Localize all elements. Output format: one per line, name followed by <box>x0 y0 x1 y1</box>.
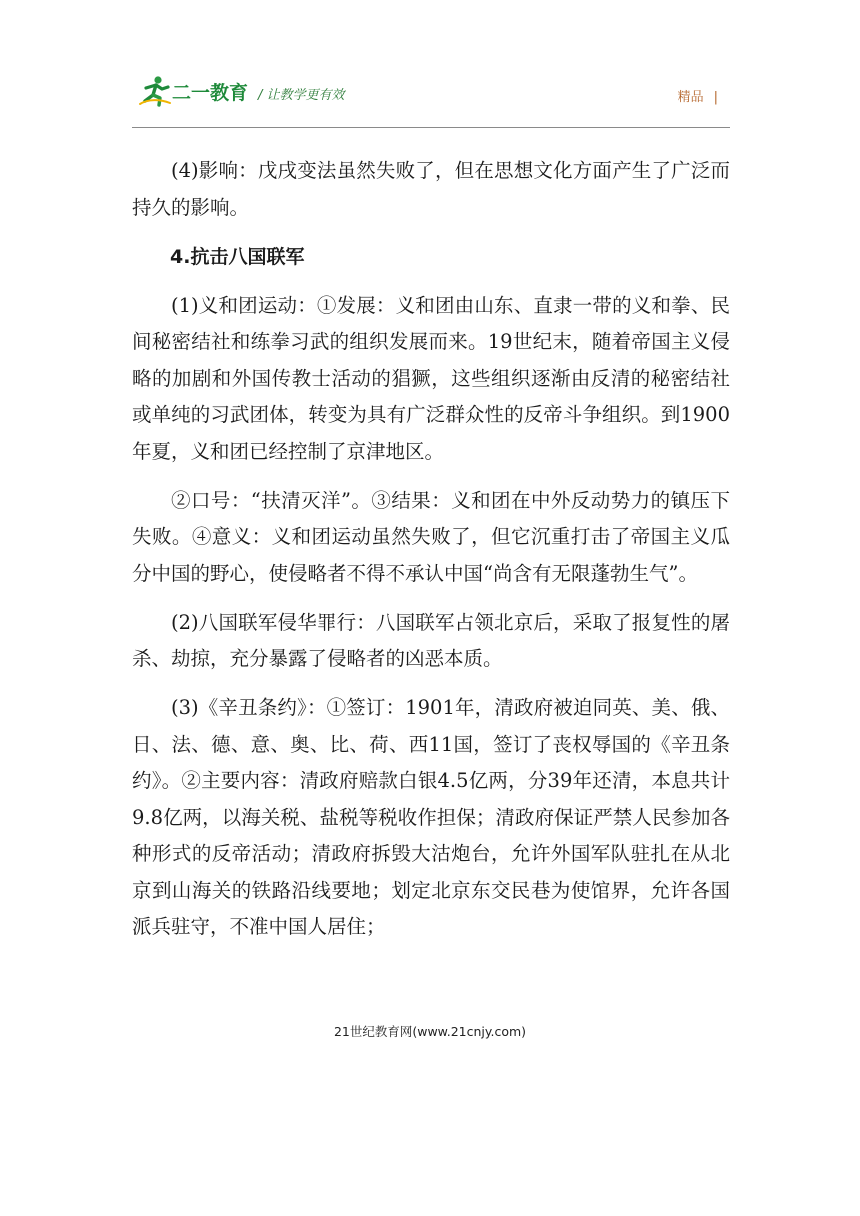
paragraph-boxer-protocol: (3)《辛丑条约》：①签订：1901年，清政府被迫同英、美、俄、日、法、德、意、奥、比、荷、西11国，签订了丧权辱国的《辛丑条约》。②主要内容：清政府赔款白银4.5亿两，分39年还清，本息共计9.8亿两，以海关税、盐税等税收作担保；清政府保证严禁人民参加各种形式的反帝活动；清政府拆毁大沽炮台，允许外国军队驻扎在从北京到山海关的铁路沿线要地；划定北京东交民巷为使馆界，允许各国派兵驻守，不准中国人居住； <box>132 696 730 938</box>
paragraph-boxer-movement: (1)义和团运动：①发展：义和团由山东、直隶一带的义和拳、民间秘密结社和练拳习武的组织发展而来。19世纪末，随着帝国主义侵略的加剧和外国传教士活动的猖獗，这些组织逐渐由反清的秘密结社或单纯的习武团体，转变为具有广泛群众性的反帝斗争组织。到1900年夏，义和团已经控制了京津地区。 <box>132 293 730 463</box>
page-footer: 21世纪教育网(www.21cnjy.com) <box>333 1024 527 1039</box>
logo-wordmark: 二一教育 <box>172 82 249 104</box>
header-slogan: / 让教学更有效 <box>258 88 345 103</box>
brand-logo <box>138 74 258 108</box>
badge-label: 精品 <box>677 90 704 105</box>
paragraph-eight-nation-crimes: (2)八国联军侵华罪行：八国联军占领北京后，采取了报复性的屠杀、劫掠，充分暴露了侵略者的凶恶本质。 <box>132 610 730 670</box>
header-divider <box>132 127 730 128</box>
paragraph-slogan-result: ②口号：“扶清灭洋”。③结果：义和团在中外反动势力的镇压下失败。④意义：义和团运动虽然失败了，但它沉重打击了帝国主义瓜分中国的野心，使侵略者不得不承认中国“尚含有无限蓬勃生气”。 <box>132 488 730 585</box>
quality-badge <box>678 86 718 105</box>
running-figure-icon <box>138 74 172 108</box>
badge-separator: | <box>713 90 718 105</box>
page-header <box>132 70 730 120</box>
document-body <box>132 153 730 958</box>
paragraph-influence: (4)影响：戊戌变法虽然失败了，但在思想文化方面产生了广泛而持久的影响。 <box>132 159 730 219</box>
section-heading: 4.抗击八国联军 <box>170 245 305 268</box>
